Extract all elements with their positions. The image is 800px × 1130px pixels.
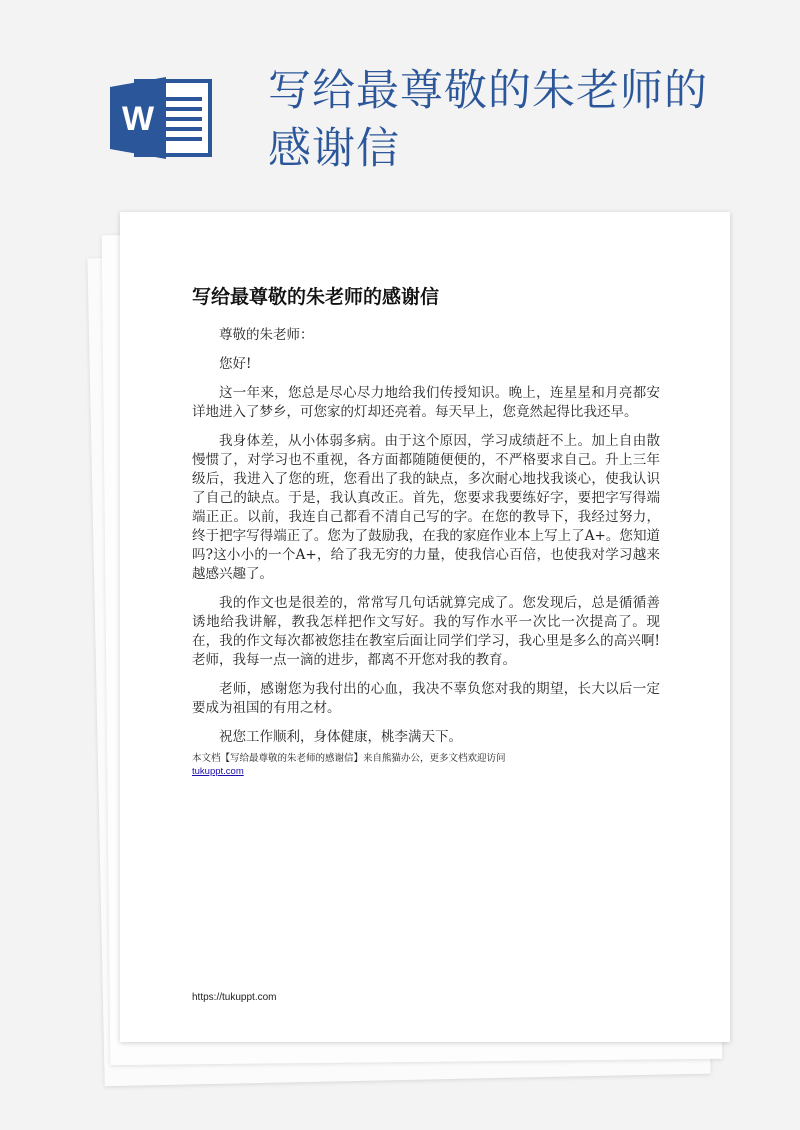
body-paragraph: 老师，感谢您为我付出的心血，我决不辜负您对我的期望，长大以后一定要成为祖国的有用之材。 [192, 681, 660, 716]
salutation: 尊敬的朱老师： [219, 327, 314, 343]
body-paragraph: 我的作文也是很差的，常常写几句话就算完成了。您发现后，总是循循善诱地给我讲解，教我怎样把作文写好。我的写作水平一次比一次提高了。现在，我的作文每次都被您挂在教室后面让同学们学习，我心里是多么的高兴啊!老师，我每一点一滴的进步，都离不开您对我的教育。 [192, 595, 660, 668]
greeting: 您好! [219, 356, 252, 372]
source-link[interactable]: tukuppt.com [192, 766, 244, 777]
word-document-icon [110, 75, 214, 161]
body-paragraph: 这一年来，您总是尽心尽力地给我们传授知识。晚上，连星星和月亮都安详地进入了梦乡，可您家的灯却还亮着。每天早上，您竟然起得比我还早。 [192, 385, 660, 420]
body-paragraph: 我身体差，从小体弱多病。由于这个原因，学习成绩赶不上。加上自由散慢惯了，对学习也不重视，各方面都随随便便的，不严格要求自己。升上三年级后，我进入了您的班，您看出了我的缺点，多次耐心地找我谈心，使我认识了自己的缺点。于是，我认真改正。首先，您要求我要练好字，要把字写得端端正正。以前，我连自己都看不清自己写的字。在您的教导下，我经过努力，终于把字写得端正了。您为了鼓励我，在我的家庭作业本上写上了A+。您知道吗?这小小的一个A+，给了我无穷的力量，使我信心百倍，也使我对学习越来越感兴趣了。 [192, 433, 660, 582]
page-title: 写给最尊敬的朱老师的感谢信 [268, 66, 708, 174]
document-title: 写给最尊敬的朱老师的感谢信 [192, 286, 440, 308]
document-body [192, 326, 660, 757]
word-icon-letter: W [121, 100, 155, 138]
closing-wish: 祝您工作顺利，身体健康，桃李满天下。 [219, 729, 462, 745]
footer-url: https://tukuppt.com [192, 992, 277, 1003]
source-note [192, 752, 672, 778]
source-note-text: 本文档【写给最尊敬的朱老师的感谢信】来自熊猫办公，更多文档欢迎访问 [192, 753, 506, 764]
